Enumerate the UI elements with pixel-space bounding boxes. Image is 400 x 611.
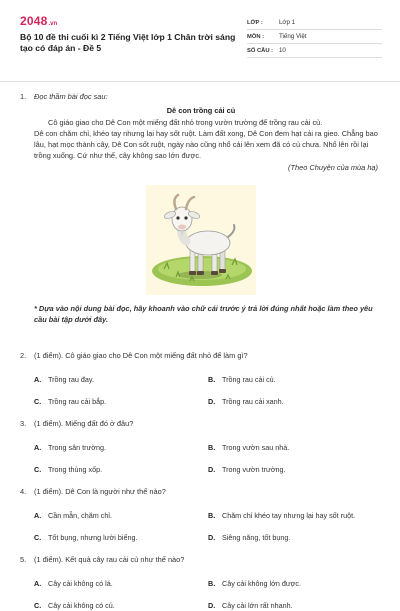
header-left — [20, 14, 247, 76]
option-letter: D. — [208, 397, 216, 406]
option-letter: C. — [34, 465, 42, 474]
meta-value: Tiếng Việt — [278, 33, 307, 40]
question-number: 1. — [20, 92, 27, 101]
option-text: Chăm chỉ khéo tay nhưng lại hay sốt ruột. — [222, 511, 356, 520]
question-text: (1 điểm). Cô giáo giao cho Dê Con một miếng đất nhỏ để làm gì? — [34, 351, 248, 360]
answer-option[interactable] — [34, 511, 208, 521]
answer-option[interactable] — [34, 375, 208, 385]
option-text: Cây cải không lớn được. — [222, 579, 301, 588]
question-number: 2. — [20, 351, 27, 360]
option-letter: B. — [208, 443, 216, 452]
goat-illustration — [146, 185, 256, 295]
meta-table — [247, 16, 382, 76]
answer-option[interactable] — [208, 443, 382, 453]
option-letter: C. — [34, 397, 42, 406]
option-text: Siêng năng, tốt bụng. — [222, 533, 291, 542]
question-4 — [20, 487, 382, 543]
answer-option[interactable] — [208, 511, 382, 521]
question-2 — [20, 351, 382, 407]
option-letter: B. — [208, 375, 216, 384]
meta-label: LỚP : — [246, 19, 263, 26]
answer-options — [20, 375, 382, 407]
meta-row-count — [247, 44, 382, 58]
option-letter: B. — [208, 579, 216, 588]
meta-row-grade — [247, 16, 382, 30]
question-text: (1 điểm). Dê Con là người như thế nào? — [34, 487, 166, 496]
answer-option[interactable] — [208, 601, 382, 611]
meta-label: MÔN : — [246, 33, 265, 40]
option-text: Trong sân trường. — [48, 443, 106, 452]
story-text — [20, 117, 382, 173]
question-text: (1 điểm). Kết quả cây rau cải củ như thế nào? — [34, 555, 185, 564]
answer-option[interactable] — [208, 397, 382, 407]
option-letter: A. — [34, 579, 42, 588]
question-5 — [20, 555, 382, 611]
answer-option[interactable] — [208, 579, 382, 589]
option-letter: B. — [208, 511, 216, 520]
header-divider — [0, 81, 400, 82]
option-letter: A. — [34, 375, 42, 384]
meta-value: Lớp 1 — [278, 19, 296, 26]
answer-option[interactable] — [34, 465, 208, 475]
story-title: Dê con trồng cải củ — [166, 106, 236, 115]
option-letter: C. — [34, 533, 42, 542]
option-letter: C. — [34, 601, 42, 610]
story-paragraph: Dê con chăm chỉ, khéo tay nhưng lại hay sốt ruột. Làm đất xong, Dê Con đem hạt cải ra gieo. Chẳng bao lâu, hạt mọc thành cây, Dê Con sốt ruột, ngày nào cũng nhổ cải lên xem đã có củ chưa. Nhổ lên rồi lại trồng xuống. Cứ như thế, cây không sao lớn được. — [34, 129, 378, 160]
option-letter: A. — [34, 511, 42, 520]
answer-option[interactable] — [34, 579, 208, 589]
document-title: Bộ 10 đề thi cuối kì 2 Tiếng Việt lớp 1 Chân trời sáng tạo có đáp án - Đề 5 — [20, 32, 236, 53]
answer-option[interactable] — [34, 601, 208, 611]
answer-option[interactable] — [34, 443, 208, 453]
story-paragraph: Cô giáo giao cho Dê Con một miếng đất nhỏ trong vườn trường để trồng rau cải củ. — [48, 118, 323, 127]
answer-option[interactable] — [34, 397, 208, 407]
option-text: Trong thùng xốp. — [48, 465, 103, 474]
answer-options — [20, 579, 382, 611]
meta-row-subject — [247, 30, 382, 44]
option-letter: A. — [34, 443, 42, 452]
option-text: Trồng rau cải củ. — [222, 375, 276, 384]
question-number: 5. — [20, 555, 27, 564]
option-text: Trồng rau cải bắp. — [48, 397, 107, 406]
option-text: Cây cải không có củ. — [48, 601, 115, 610]
option-letter: D. — [208, 533, 216, 542]
question-number: 4. — [20, 487, 27, 496]
answer-option[interactable] — [208, 533, 382, 543]
site-logo[interactable] — [20, 14, 247, 30]
question-text: (1 điểm). Miếng đất đó ở đâu? — [34, 419, 134, 428]
answer-option[interactable] — [208, 465, 382, 475]
meta-value: 10 — [278, 47, 286, 54]
question-prompt: Đọc thầm bài đọc sau: — [34, 92, 108, 101]
logo-text: 2048 — [20, 14, 48, 28]
option-text: Cây cải không có lá. — [48, 579, 113, 588]
option-text: Tốt bụng, nhưng lười biếng. — [48, 533, 138, 542]
option-text: Trồng rau đay. — [48, 375, 94, 384]
document-header — [20, 14, 382, 76]
instruction-text: * Dựa vào nội dung bài đọc, hãy khoanh vào chữ cái trước ý trả lời đúng nhất hoặc làm theo yêu cầu bài tập dưới đây. — [34, 304, 373, 324]
option-text: Trồng rau cải xanh. — [222, 397, 284, 406]
answer-option[interactable] — [208, 375, 382, 385]
option-text: Trong vườn sau nhà. — [222, 443, 290, 452]
option-text: Cây cải lớn rất nhanh. — [222, 601, 293, 610]
story-source: (Theo Chuyện của mùa hạ) — [288, 163, 378, 172]
question-3 — [20, 419, 382, 475]
answer-option[interactable] — [34, 533, 208, 543]
option-text: Trong vườn trường. — [222, 465, 286, 474]
question-1 — [20, 92, 382, 102]
option-text: Cần mẫn, chăm chỉ. — [48, 511, 112, 520]
answer-options — [20, 511, 382, 543]
option-letter: D. — [208, 601, 216, 610]
question-number: 3. — [20, 419, 27, 428]
answer-options — [20, 443, 382, 475]
option-letter: D. — [208, 465, 216, 474]
logo-domain: .vn — [48, 21, 58, 27]
meta-label: SỐ CÂU : — [246, 47, 274, 54]
